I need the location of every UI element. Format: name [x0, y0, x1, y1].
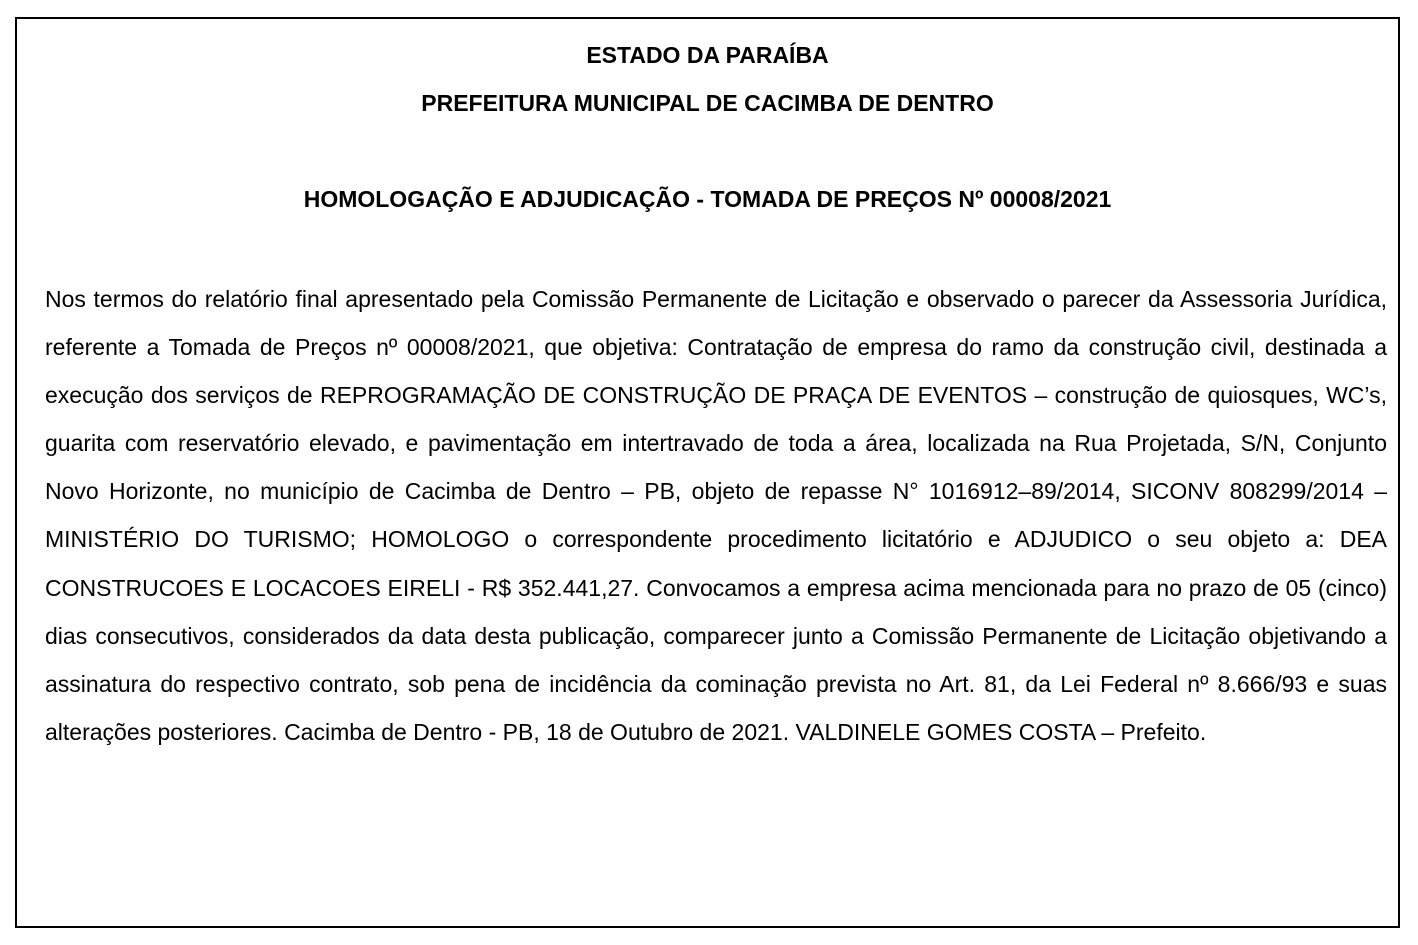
notice-title: HOMOLOGAÇÃO E ADJUDICAÇÃO - TOMADA DE PREÇOS Nº 00008/2021: [303, 186, 1112, 212]
notice-body: Nos termos do relatório final apresentado pela Comissão Permanente de Licitação e observado o parecer da Assessoria Jurídica, referente a Tomada de Preços nº 00008/2021, que objetiva: Contratação de empresa do ramo da construção civil, destinada a execução dos serviços de REPROGRAMAÇÃO DE CONSTRUÇÃO DE PRAÇA DE EVENTOS – construção de quiosques, WC’s, guarita com reservatório elevado, e pavimentação em intertravado de toda a área, localizada na Rua Projetada, S/N, Conjunto Novo Horizonte, no município de Cacimba de Dentro – PB, objeto de repasse N° 1016912–89/2014, SICONV 808299/2014 – MINISTÉRIO DO TURISMO; HOMOLOGO o correspondente procedimento licitatório e ADJUDICO o seu objeto a: DEA CONSTRUCOES E LOCACOES EIRELI - R$ 352.441,27. Convocamos a empresa acima mencionada para no prazo de 05 (cinco) dias consecutivos, considerados da data desta publicação, comparecer junto a Comissão Permanente de Licitação objetivando a assinatura do respectivo contrato, sob pena de incidência da cominação prevista no Art. 81, da Lei Federal nº 8.666/93 e suas alterações posteriores. Cacimba de Dentro - PB, 18 de Outubro de 2021. VALDINELE GOMES COSTA – Prefeito.: [45, 286, 1387, 745]
state-heading: ESTADO DA PARAÍBA: [586, 42, 829, 68]
notice-frame: [15, 17, 1400, 928]
prefeitura-heading: PREFEITURA MUNICIPAL DE CACIMBA DE DENTRO: [421, 90, 994, 116]
